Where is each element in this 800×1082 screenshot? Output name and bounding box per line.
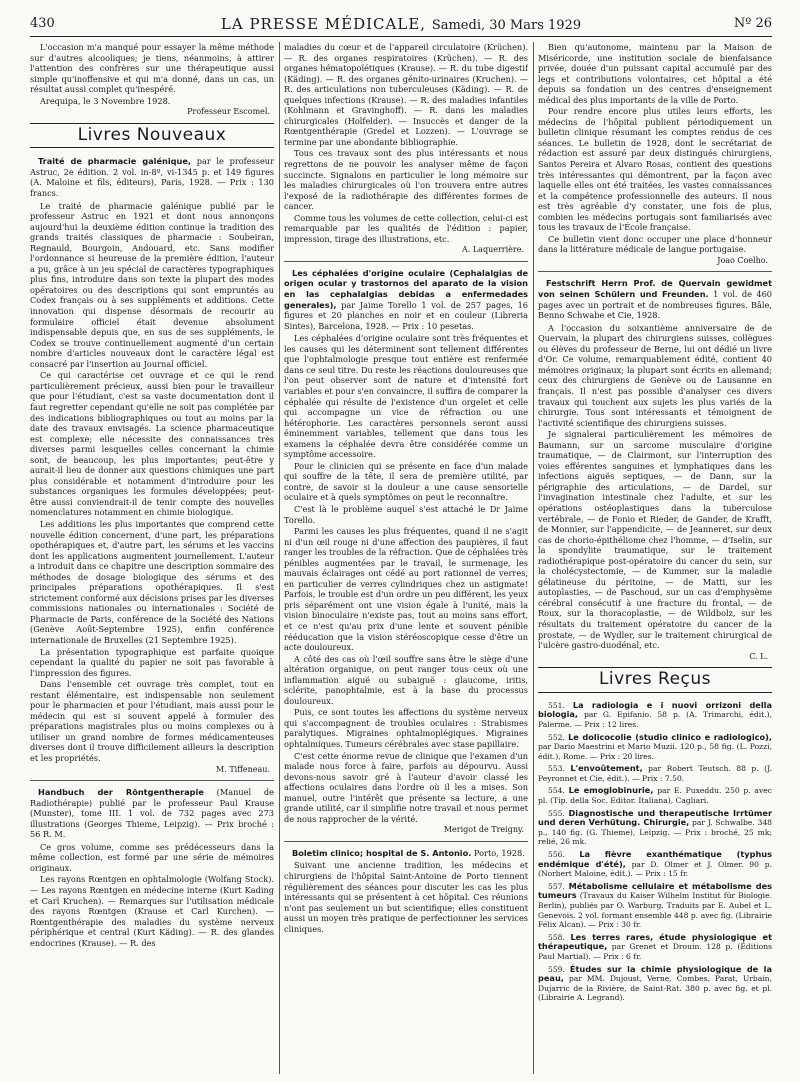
column-1: [30, 42, 274, 1076]
received-item: 556. La fièvre exanthématique (typhus endémique d'été), par D. Olmer et J. Olmer. 90 p. (Norbert Maloine, édit.). — Prix : 15 fr.: [538, 849, 772, 879]
review-3-paragraph: Puis, ce sont toutes les affections du système nerveux qui s'accompagnent de troubles oculaires : Strabismes paralytiques. Migraines ophtalmoplégiques. Migraines ophtalmiques. Tumeurs cérébrales avec stase papillaire.: [284, 707, 528, 749]
review-1-details: par le professeur Astruc, 2e édition. 2 vol. in-8º, vi-1345 p. et 149 figures (A. Maloine et fils, éditeurs), Paris, 1928. — Prix : 130 francs.: [30, 156, 274, 199]
review-1-biblio: [30, 156, 274, 198]
review-4-biblio: [284, 848, 528, 859]
review-3-biblio: [284, 268, 528, 331]
received-item: 551. La radiologia e i nuovi orrizoni della biologia, par G. Epifanio. 58 p. (A. Trimarchi, édit.), Palerme. — Prix : 12 lires.: [538, 699, 772, 729]
section-header-livres-recus: [538, 667, 772, 693]
column-3: [538, 42, 772, 1076]
review-separator: [284, 261, 528, 262]
column-2: [284, 42, 528, 1076]
review-1-paragraph: Le traité de pharmacie galénique publié par le professeur Astruc en 1921 et dont nous annonçons aujourd'hui la deuxième édition continue la tradition des grands traités classiques de pharmacie : Soubeiran, Regnauld, Bourgoin, Andouard, etc. Sans modifier l'ordonnance si heureuse de la première édition, l'auteur a pu, grâce à un jeu spécial de caractères typographiques plus fins, introduire dans son texte la plupart des modes opératoires ou des descriptions qui sont empruntés au Codex français ou à ses suppléments et additions. Cette innovation qui dispense désormais de recourir au formulaire officiel était devenue absolument indispensable depuis que, en sus de ses suppléments, le Codex se trouve continuellement augmenté d'un certain nombre d'articles nouveaux dont le caractère légal est consacré par l'insertion au Journal officiel.: [30, 200, 274, 369]
received-item: 555. Diagnostische und therapeutische Irrtümer und deren Verhütung. Chirurgie, par J. Schwalbe. 348 p., 140 fig. (G. Thieme), Leipzig. — Prix : broché, 25 mk; relié, 26 mk.: [538, 807, 772, 847]
review-4-details: Porto, 1928.: [471, 847, 525, 858]
review-3-paragraph: Pour le clinicien qui se présente en face d'un malade qui souffre de la tête, il sera de première utilité, par contre, de savoir si la douleur a une cause sensorielle oculaire et à quels symptômes on peut le reconnaître.: [284, 460, 528, 503]
issue-date: Samedi, 30 Mars 1929: [431, 18, 582, 33]
section-title: Livres Nouveaux: [77, 124, 227, 145]
review-5-paragraph: Je signalerai particulièrement les mémoires de Baumann, sur un sarcome musculaire d'origine traumatique, — de Clairmont, sur l'interruption des voies efférentes sanguines et lymphatiques dans les infections aiguës septiques, — de Dann, sur la périgraphie des articulations, — de Dardel, sur l'invagination intestinale chez l'adulte, et sur les opérations ostéoplastiques dans la tuberculose vertébrale, — de Fonio et Rieder, de Gander, de Krafft, de Monnier, sur l'appendicite, — de Jeanneret, sur deux cas de chorio-épithéliome chez l'homme, — d'Iselin, sur la spondylite traumatique, sur le traitement radiothérapique post-opératoire du cancer du sein, sur la cholécystectomie, — de Kummer, sur la maladie gélatineuse du péritoine, — de Matti, sur les autoplasties, — de Paschoud, sur un cas d'emphysème cérébral consécutif à une fracture du frontal, — de Roux, sur la thoracoplastie, — de Wildbolz, sur les résultats du traitement opératoire du cancer de la prostate, — de Wydler, sur le traitement chirurgical de l'ulcère gastro-duodénal, etc.: [538, 429, 772, 651]
received-item: 557. Métabolisme cellulaire et métabolisme des tumeurs (Travaux du Kaiser Wilhelm Institut für Biologie. Berlin), publiés par O. Warburg. Traduits par E. Aubel et L. Genevois. 2 vol. formant ensemble 448 p. avec fig. (Librairie Félix Alcan). — Prix : 30 fr.: [538, 880, 772, 930]
review-2-paragraph: Les rayons Rœntgen en ophtalmologie (Wolfang Stock). — Les rayons Rœntgen en médecine interne (Kurt Kading et Carl Kruchen). — Remarques sur l'utilisation médicale des rayons Rœntgen (Krause et Carl Kurchen). — Rœntgenthérapie des maladies du système nerveux périphérique et central (Kurt Käding). — R. des glandes endocrines (Krause). — R. des: [30, 874, 274, 948]
journal-name: LA PRESSE MÉDICALE,: [220, 15, 427, 33]
journal-title: [30, 15, 772, 33]
column-rule-1: [279, 42, 280, 1074]
received-item: 554. Le emoglobinurie, par E. Puxeddu. 250 p. avec pl. (Tip. della Soc. Editor. Italiana), Cagliari.: [538, 785, 772, 806]
section-header-livres-nouveaux: [30, 123, 274, 149]
review-2-paragraph: Tous ces travaux sont des plus intéressants et nous regrettons de ne pouvoir les analyser même de façon succincte. Signalons en particulier le long mémoire sur les maladies chirurgicales où l'on trouvera entre autres l'exposé de la radiothérapie des différentes formes de cancer.: [284, 148, 528, 212]
received-item: 553. L'envoûtement, par Robert Teutsch. 88 p. (J. Peyronnet et Cie, édit.). — Prix : 7.50.: [538, 763, 772, 783]
review-2-continuation: maladies du cœur et de l'appareil circulatoire (Krüchen). — R. des organes respiratoires (Krüchen). — R. des organes hématopoïétiques (Krause). — R. du tube digestif (Käding). — R. des organes génito-urinaires (Kruchen). — R. des articulations non tuberculeuses (Käding). — R. de quelques infections (Krause). — R. des maladies infantiles (Kohlmann et Gravinghoff). — R. dans les maladies chirurgicales (Holfelder). — Insuccès et danger de la Rœntgenthérapie (Gredel et Lozzen). — L'ouvrage se termine par une abondante bibliographie.: [284, 42, 528, 147]
issue-number: Nº 26: [733, 16, 772, 31]
review-1-paragraph: Dans l'ensemble cet ouvrage très complet, tout en restant élémentaire, est indispensable non seulement pour le pharmacien et pour l'étudiant, mais aussi pour le médecin qui est si souvent appelé à formuler des préparations magistrales plus ou moins complexes ou à utiliser un grand nombre de formes médicamenteuses diverses dont il trouve difficilement ailleurs la description et les propriétés.: [30, 679, 274, 763]
review-5-details: 1 vol. de 460 pages avec un portrait et de nombreuses figures. Bâle, Benno Schwabe et Cie, 1928.: [538, 289, 772, 321]
review-3-paragraph: C'est là le problème auquel s'est attaché le Dr Jaime Torello.: [284, 503, 528, 525]
review-3-details: par Jaime Torello 1 vol. de 257 pages, 16 figures et 20 planches en noir et en couleur (Libreria Sintes), Barcelona, 1928. — Prix : 10 pesetas.: [284, 299, 528, 331]
review-5-signature: C. L.: [749, 651, 768, 661]
received-item: 558. Les terres rares, étude physiologique et thérapeutique, par Grenet et Drouin. 128 p. (Éditions Paul Martial). — Prix : 6 fr.: [538, 931, 772, 961]
received-item: 559. Études sur la chimie physiologique de la peau, par MM. Dujoust, Verne, Combes, Parat, Urbain, Dujarric de la Rivière, de Saint-Rat. 380 p. avec fig. et pl. (Librairie A. Legrand).: [538, 963, 772, 1003]
review-4-paragraph: Ce bulletin vient donc occuper une place d'honneur dans la littérature médicale de langue portugaise.: [538, 233, 772, 255]
intro-place: Arequipa, le 3 Novembre 1928.: [40, 95, 171, 106]
received-item: 552. Le dolicocolie (studio clinico e radiologico), par Dario Maestrini et Mario Muzii. 120 p., 58 fig. (L. Pozzi, édit.), Rome. — Prix : 20 lires.: [538, 731, 772, 761]
review-1-title: Traité de pharmacie galénique,: [38, 156, 192, 167]
page-number: 430: [30, 16, 55, 31]
review-5-title: Festschrift Herrn Prof. de Quervain gewidmet von seinen Schülern und Freunden.: [538, 278, 772, 300]
review-1-paragraph: Ce qui caractérise cet ouvrage et ce qui le rend particulièrement précieux, aussi bien pour le travailleur que pour l'étudiant, c'est sa vaste documentation dont il faut regretter cependant qu'elle ne soit pas complétée par des indications bibliographiques ou tout au moins par la date des travaux envisagés. La science pharmaceutique est complexe; elle nécessite des connaissances très diverses parmi lesquelles celles concernant la chimie sont, de beaucoup, les plus importantes; peut-être y aurait-il lieu de donner aux questions chimiques une part plus considérable et notamment d'introduire pour les substances organiques les formules développées; peut-être aussi conviendrait-il de tenir compte des nouvelles nomenclatures notamment en chimie biologique.: [30, 370, 274, 518]
review-3-paragraph: A côté des cas où l'œil souffre sans être le siège d'une altération organique, on peut ranger tous ceux où une inflammation aiguë ou subaiguë : glaucome, iritis, sclérite, panophtalmie, est à la base du processus douloureux.: [284, 653, 528, 706]
review-3-title: Les céphalées d'origine oculaire (Cephalalgias de origen ocular y trastornos del aparato de la vision en las cephalalgias debidas a enfermedades generales),: [284, 267, 528, 310]
review-3-paragraph: Les céphalées d'origine oculaire sont très fréquentes et les causes qui les déterminent sont tellement différentes que l'ophtalmologie presque tout entière est renfermée dans ce seul titre. Du reste les réactions douloureuses que l'on peut observer sont de nature et d'intensité fort variables et pour s'en convaincre, il suffira de comparer la céphalée qui résulte de l'existence d'un orgelet et celle qui accompagne un vice de réfraction ou une hétérophorie. Les caractères personnels seront aussi éminemment variables, tellement que dans tous les examens la céphalée devra être considérée comme un symptôme accessoire.: [284, 333, 528, 460]
review-4-signature: Joao Coelho.: [717, 255, 768, 265]
received-books-list: [538, 701, 772, 1003]
review-3-paragraph: C'est cette énorme revue de clinique que l'examen d'un malade nous force à faire, parfois au dépourvu. Aussi devons-nous savoir gré à l'auteur d'avoir classé les affections oculaires dans l'ordre où il les a mises. Son manuel, outre l'intérêt que présente sa lecture, a une grande utilité, car il simplifie notre travail et nous permet de nous rapprocher de la vérité.: [284, 750, 528, 824]
intro-paragraph: L'occasion m'a manqué pour essayer la même méthode sur d'autres alcooliques; je tiens, néanmoins, à attirer l'attention des confrères sur une thérapeutique aussi simple qu'inoffensive et qui m'a donné, dans un cas, un résultat aussi complet qu'inespéré.: [30, 42, 274, 95]
review-5-paragraph: A l'occasion du soixantième anniversaire de de Quervain, la plupart des chirurgiens suisses, collègues ou élèves du professeur de Berne, lui ont dédié un livre d'Or. Ce volume, remarquablement édité, contient 40 mémoires originaux; la plupart sont écrits en allemand; ceux des chirurgiens de Genève ou de Lausanne en français. Il n'est pas possible d'analyser ces divers travaux qui touchent aux sujets les plus variés de la chirurgie. Tous sont intéressants et témoignent de l'activité scientifique des chirurgiens suisses.: [538, 322, 772, 428]
review-2-signature: A. Laquerrière.: [462, 245, 524, 255]
review-separator: [284, 841, 528, 842]
review-separator: [30, 780, 274, 781]
review-2-title: Handbuch der Röntgentherapie: [38, 787, 204, 798]
review-4-paragraph: Bien qu'autonome, maintenu par la Maison de Miséricorde, une institution sociale de bienfaisance privée, douée d'un puissant capital accumulé par des legs et contributions volontaires, cet hôpital a été depuis sa fondation un des centres d'enseignement médical des plus importants de la ville de Porto.: [538, 42, 772, 105]
section-title: Livres Reçus: [598, 669, 712, 690]
review-1-paragraph: Les additions les plus importantes que comprend cette nouvelle édition concernent, d'une part, les préparations opothérapiques et, d'autre part, les sérums et les vaccins dont les applications augmentent journellement. L'auteur a introduit dans ce chapitre une description sommaire des méthodes de dosage biologique des sérums et des principales préparations opothérapiques. Il s'est strictement conformé aux décisions prises par les diverses commissions nationales ou internationales : Société de Pharmacie de Paris, conférence de la Société des Nations (Genève Août-Septembre 1925), enfin conférence internationale de Bruxelles (21 Septembre 1925).: [30, 518, 274, 645]
review-2-biblio: [30, 787, 274, 840]
column-rule-2: [533, 42, 534, 1074]
intro-signature: Professeur Escomel.: [187, 107, 270, 117]
review-4-paragraph: Suivant une ancienne tradition, les médecins et chirurgiens de l'hôpital Saint-Antoine de Porto tiennent régulièrement des séances pour discuter les cas les plus intéressants qui se présentent à cet hôpital. Ces réunions n'ont pas seulement un but scientifique; elles constituent aussi un moyen très pratique de perfectionner les services cliniques.: [284, 860, 528, 934]
review-4-paragraph: Pour rendre encore plus utiles leurs efforts, les médecins de l'hôpital publient périodiquement un bulletin clinique résumant les comptes rendus de ces séances. Le bulletin de 1928, dont le secrétariat de rédaction est assuré par deux distingués chirurgiens, Santos Pereira et Alvaro Rosas, contient des questions très intéressantes qui démontrent, par la façon avec laquelle elles ont été traitées, les vastes connaissances et la compétence professionnelle des auteurs. Il nous est très agréable d'y constater, une fois de plus, combien les médecins portugais sont familiarisés avec tous les travaux de l'École française.: [538, 106, 772, 233]
review-2-paragraph: Comme tous les volumes de cette collection, celui-ci est remarquable par les qualités de l'édition : papier, impression, tirage des illustrations, etc.: [284, 212, 528, 244]
review-separator: [538, 271, 772, 272]
review-4-title: Boletim clinico; hospital de S. Antonio.: [292, 847, 472, 858]
review-3-signature: Merigot de Treigny.: [443, 825, 524, 835]
review-3-paragraph: Parmi les causes les plus fréquentes, quand il ne s'agit ni d'un œil rouge ni d'une affection des paupières, il faut ranger les troubles de la réfraction. Que de céphalées très pénibles augmentées par le travail, le surmenage, les mauvais éclairages ont cédé au port rationnel de verres, en particulier de verres cylindriques chez un astigmate! Parfois, le trouble est d'un ordre un peu différent, les yeux pris séparément ont une vision égale à l'unité, mais la vision binoculaire n'existe pas, tout au moins sans effort, et ce n'est qu'au prix d'une lente et souvent pénible rééducation que la vision stéréoscopique cesse d'être un acte douloureux.: [284, 526, 528, 653]
review-1-signature: M. Tiffeneau.: [216, 764, 270, 774]
review-2-details: (Manuel de Radiothérapie) publié par le professeur Paul Krause (Munster), tome III. 1 vol. de 732 pages avec 273 illustrations (Georges Thieme, Leipzig). — Prix broché : 56 R. M.: [30, 787, 274, 840]
review-5-biblio: [538, 278, 772, 320]
review-1-paragraph: La présentation typographique est parfaite quoique cependant la qualité du papier ne soit pas favorable à l'impression des figures.: [30, 646, 274, 678]
page-header: [30, 14, 772, 37]
review-2-paragraph: Ce gros volume, comme ses prédécesseurs dans la même collection, est formé par une série de mémoires originaux.: [30, 841, 274, 873]
